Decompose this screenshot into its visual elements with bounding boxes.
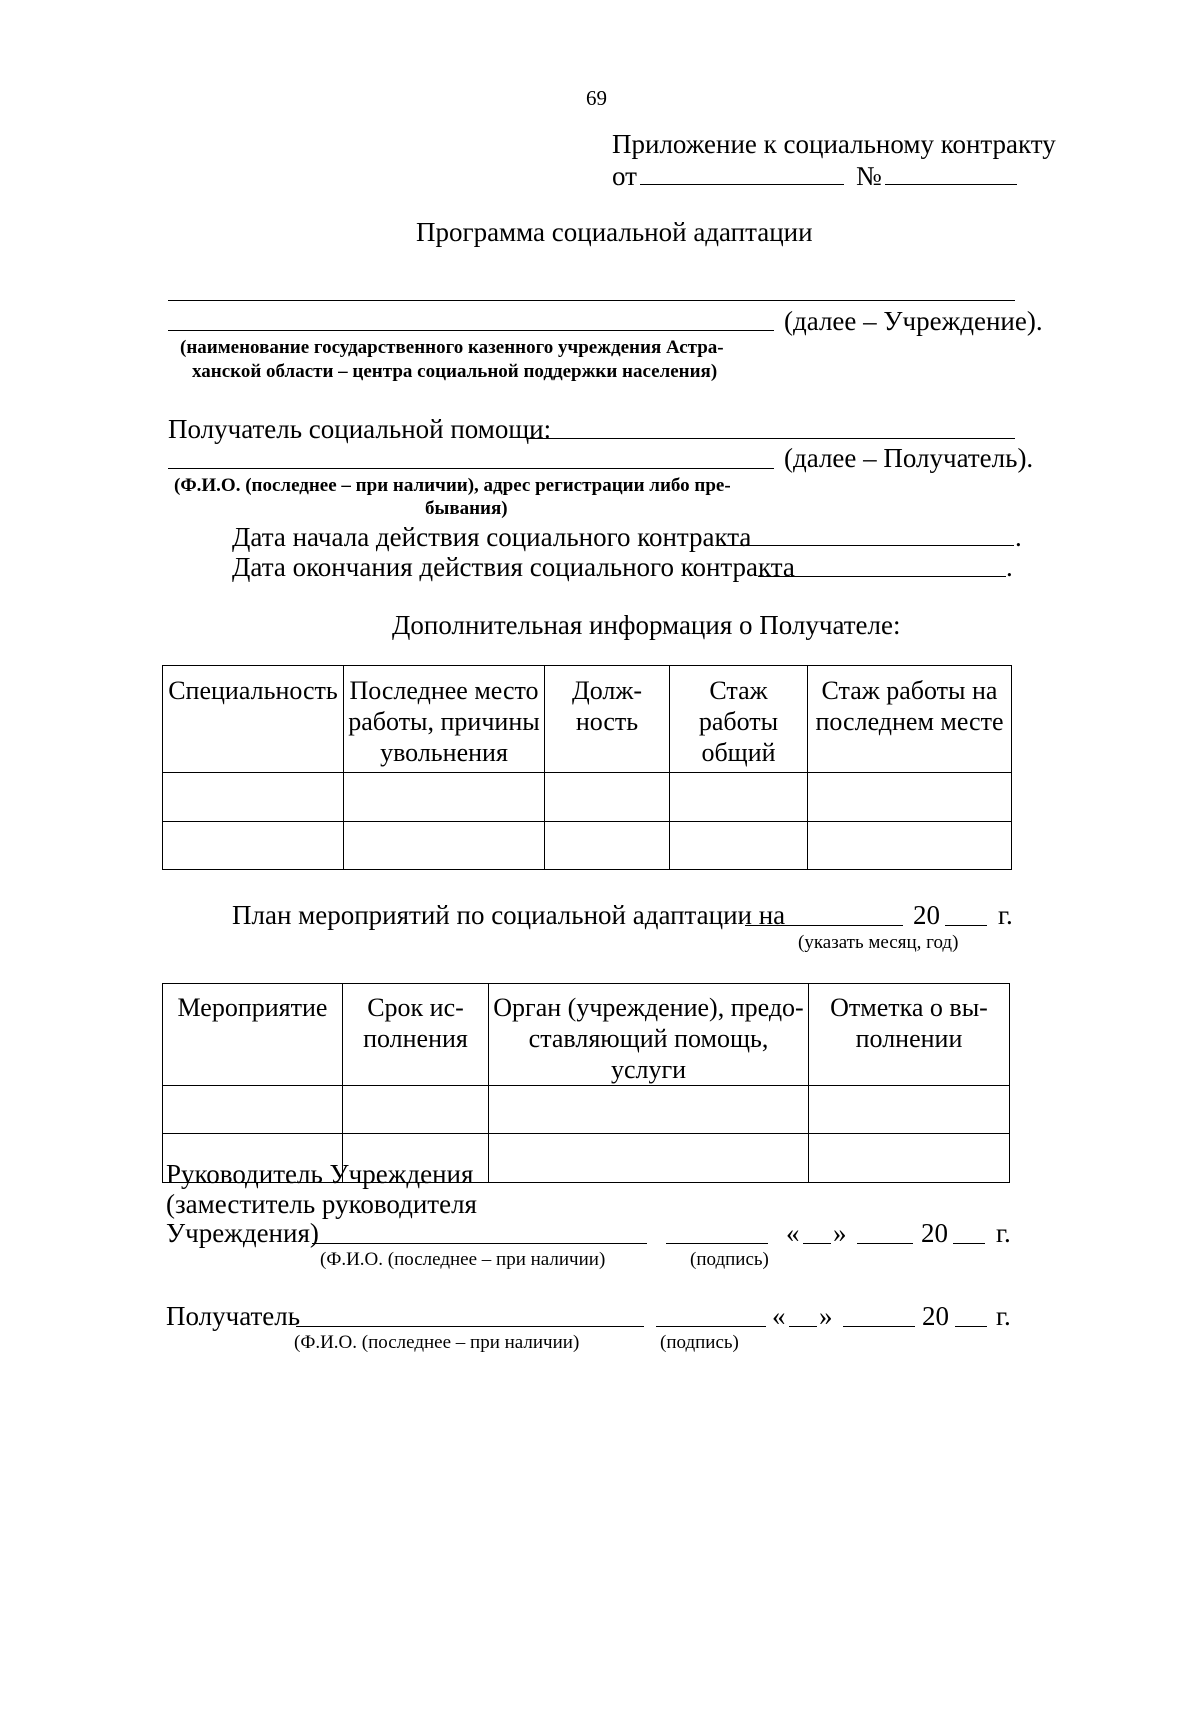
- number-label: №: [856, 161, 882, 191]
- head-fio-line: [312, 1243, 647, 1244]
- head-year-line: [953, 1243, 985, 1244]
- head-signature-line: [666, 1243, 768, 1244]
- recipient-year-prefix: 20: [922, 1301, 949, 1331]
- head-year-prefix: 20: [921, 1218, 948, 1248]
- table-row: [163, 1086, 1010, 1134]
- plan-caption: (указать месяц, год): [798, 932, 959, 953]
- recipient-year-suffix: г.: [996, 1301, 1011, 1331]
- table-cell[interactable]: [808, 822, 1012, 870]
- end-date-line: [758, 576, 1006, 577]
- contract-date-line: [640, 184, 844, 185]
- plan-year-suffix: г.: [998, 900, 1013, 930]
- table-cell[interactable]: [808, 773, 1012, 822]
- institution-line-2: [168, 330, 774, 331]
- plan-month-line: [745, 925, 903, 926]
- from-label: от: [612, 161, 637, 191]
- start-date-label: Дата начала действия социального контракта: [232, 522, 752, 552]
- header-cell-completion-mark: Отметка о вы- полнении: [809, 984, 1010, 1086]
- recipient-quote-close: »: [819, 1301, 833, 1331]
- table-row: [163, 773, 1012, 822]
- appendix-title: Приложение к социальному контракту: [612, 129, 1056, 159]
- additional-info-title: Дополнительная информация о Получателе:: [392, 610, 901, 640]
- table-header-row: [163, 984, 1010, 1086]
- recipient-year-line: [955, 1326, 987, 1327]
- plan-year-line: [945, 925, 987, 926]
- institution-suffix: (далее – Учреждение).: [784, 306, 1043, 336]
- recipient-signature-line: [656, 1326, 766, 1327]
- header-cell-deadline: Срок ис- полнения: [343, 984, 489, 1086]
- head-year-suffix: г.: [996, 1218, 1011, 1248]
- adaptation-plan-table: [162, 983, 1010, 1183]
- head-label-2: (заместитель руководителя: [166, 1189, 477, 1219]
- header-cell-position: Долж- ность: [545, 666, 670, 773]
- head-quote-open: «: [786, 1218, 800, 1248]
- header-cell-total-experience: Стаж работы общий: [670, 666, 808, 773]
- document-title: Программа социальной адаптации: [416, 217, 813, 247]
- table-cell[interactable]: [545, 822, 670, 870]
- header-cell-activity: Мероприятие: [163, 984, 343, 1086]
- table-header-row: [163, 666, 1012, 773]
- recipient-fio-caption: (Ф.И.О. (последнее – при наличии): [294, 1332, 580, 1353]
- table-cell[interactable]: [545, 773, 670, 822]
- recipient-month-line: [843, 1326, 915, 1327]
- header-cell-provider: Орган (учреждение), предо- ставляющий помощь, услуги: [489, 984, 809, 1086]
- institution-caption-2: ханской области – центра социальной поддержки населения): [192, 361, 718, 382]
- table-cell[interactable]: [489, 1134, 809, 1183]
- table-cell[interactable]: [809, 1086, 1010, 1134]
- table-cell[interactable]: [344, 822, 545, 870]
- head-fio-caption: (Ф.И.О. (последнее – при наличии): [320, 1249, 606, 1270]
- recipient-caption-1: (Ф.И.О. (последнее – при наличии), адрес регистрации либо пре-: [174, 475, 731, 496]
- end-date-label: Дата окончания действия социального контракта: [232, 552, 795, 582]
- institution-caption-1: (наименование государственного казенного учреждения Астра-: [180, 337, 724, 358]
- head-day-line: [803, 1243, 831, 1244]
- recipient-sign-label: Получатель: [166, 1301, 301, 1331]
- table-cell[interactable]: [344, 773, 545, 822]
- plan-year-prefix: 20: [913, 900, 940, 930]
- header-cell-last-place-experience: Стаж работы на последнем месте: [808, 666, 1012, 773]
- end-date-period: .: [1006, 552, 1013, 582]
- recipient-suffix: (далее – Получатель).: [784, 443, 1034, 473]
- recipient-line-1: [528, 438, 1015, 439]
- recipient-caption-2: бывания): [425, 498, 508, 519]
- head-month-line: [857, 1243, 913, 1244]
- recipient-label: Получатель социальной помощи:: [168, 414, 552, 444]
- head-quote-close: »: [833, 1218, 847, 1248]
- head-label-3: Учреждения): [166, 1218, 319, 1248]
- table-cell[interactable]: [163, 773, 344, 822]
- table-cell[interactable]: [343, 1086, 489, 1134]
- start-date-line: [718, 545, 1014, 546]
- head-sign-caption: (подпись): [690, 1249, 769, 1270]
- plan-label: План мероприятий по социальной адаптации на: [232, 900, 786, 930]
- recipient-day-line: [789, 1326, 817, 1327]
- table-cell[interactable]: [489, 1086, 809, 1134]
- head-label-1: Руководитель Учреждения: [166, 1159, 474, 1189]
- contract-number-line: [885, 184, 1017, 185]
- table-cell[interactable]: [809, 1134, 1010, 1183]
- page-number: 69: [586, 86, 607, 110]
- table-cell[interactable]: [163, 1086, 343, 1134]
- header-cell-last-workplace: Последнее место работы, причины увольнения: [344, 666, 545, 773]
- header-cell-specialty: Специальность: [163, 666, 344, 773]
- table-row: [163, 822, 1012, 870]
- recipient-info-table: [162, 665, 1012, 870]
- table-cell[interactable]: [670, 773, 808, 822]
- recipient-sign-caption: (подпись): [660, 1332, 739, 1353]
- recipient-fio-line: [296, 1326, 644, 1327]
- recipient-quote-open: «: [772, 1301, 786, 1331]
- institution-line-1: [168, 300, 1015, 301]
- recipient-line-2: [168, 468, 774, 469]
- table-cell[interactable]: [670, 822, 808, 870]
- start-date-period: .: [1015, 522, 1022, 552]
- table-cell[interactable]: [163, 822, 344, 870]
